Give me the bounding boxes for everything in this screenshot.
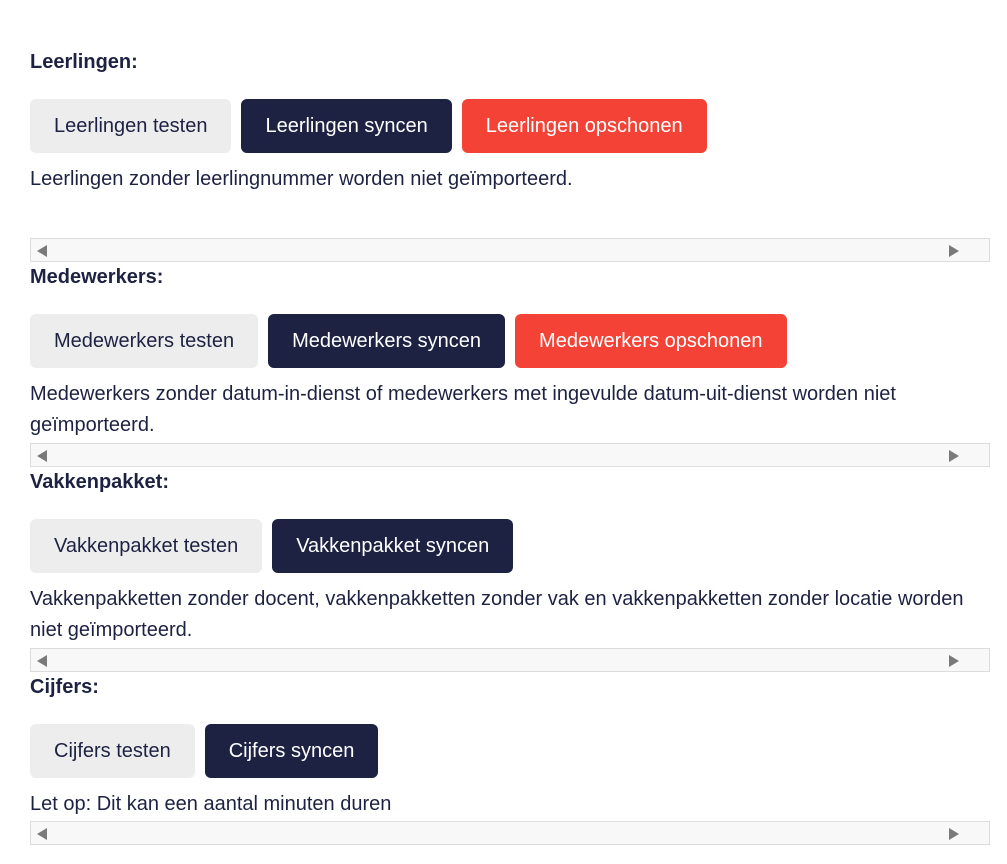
description-vakkenpakket: Vakkenpakketten zonder docent, vakkenpakketten zonder vak en vakkenpakketten zonder locatie worden niet geïmporteerd. [30,588,964,641]
medewerkers-syncen-button[interactable]: Medewerkers syncen [268,314,505,368]
button-row-leerlingen [30,99,707,153]
leerlingen-syncen-button[interactable]: Leerlingen syncen [241,99,451,153]
vakkenpakket-testen-button[interactable]: Vakkenpakket testen [30,519,262,573]
section-title-vakkenpakket: Vakkenpakket: [30,471,169,493]
scroll-right-arrow-icon[interactable] [949,828,959,840]
medewerkers-opschonen-button[interactable]: Medewerkers opschonen [515,314,786,368]
section-leerlingen [30,50,990,262]
horizontal-scrollbar-vakkenpakket[interactable] [30,648,990,672]
section-vakkenpakket [30,470,990,672]
scroll-right-arrow-icon[interactable] [949,450,959,462]
scroll-right-arrow-icon[interactable] [949,245,959,257]
scroll-left-arrow-icon[interactable] [37,655,47,667]
description-medewerkers: Medewerkers zonder datum-in-dienst of medewerkers met ingevulde datum-uit-dienst worden niet geïmporteerd. [30,383,896,436]
section-cijfers [30,675,990,847]
button-row-medewerkers [30,314,787,368]
section-title-leerlingen: Leerlingen: [30,51,138,73]
horizontal-scrollbar-medewerkers[interactable] [30,443,990,467]
scroll-left-arrow-icon[interactable] [37,450,47,462]
description-leerlingen: Leerlingen zonder leerlingnummer worden niet geïmporteerd. [30,168,573,190]
scroll-left-arrow-icon[interactable] [37,828,47,840]
section-title-medewerkers: Medewerkers: [30,266,164,288]
button-row-cijfers [30,724,378,778]
horizontal-scrollbar-cijfers[interactable] [30,821,990,845]
scroll-right-arrow-icon[interactable] [949,655,959,667]
description-cijfers: Let op: Dit kan een aantal minuten duren [30,793,392,815]
medewerkers-testen-button[interactable]: Medewerkers testen [30,314,258,368]
horizontal-scrollbar-leerlingen[interactable] [30,238,990,262]
section-title-cijfers: Cijfers: [30,676,99,698]
scroll-left-arrow-icon[interactable] [37,245,47,257]
section-medewerkers [30,265,990,467]
leerlingen-testen-button[interactable]: Leerlingen testen [30,99,231,153]
cijfers-testen-button[interactable]: Cijfers testen [30,724,195,778]
cijfers-syncen-button[interactable]: Cijfers syncen [205,724,379,778]
vakkenpakket-syncen-button[interactable]: Vakkenpakket syncen [272,519,513,573]
button-row-vakkenpakket [30,519,513,573]
leerlingen-opschonen-button[interactable]: Leerlingen opschonen [462,99,707,153]
